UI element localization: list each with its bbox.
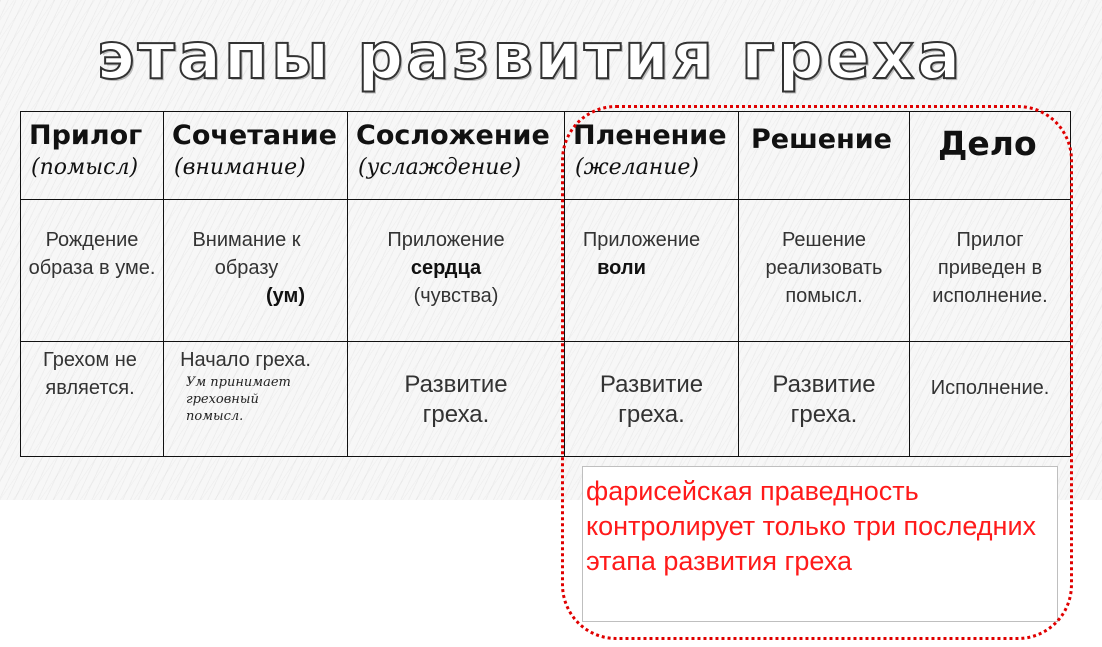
table-row bbox=[21, 200, 1071, 341]
header-cell-delo bbox=[910, 112, 1071, 200]
column-name: Прилог bbox=[29, 120, 143, 151]
cell-text: Внимание к образу bbox=[192, 229, 301, 280]
table-cell bbox=[739, 200, 910, 341]
cell-text: Грехом не является. bbox=[43, 348, 137, 399]
header-cell-prilog bbox=[21, 112, 164, 200]
table-cell bbox=[910, 341, 1071, 456]
column-name: Пленение bbox=[573, 120, 727, 151]
header-cell-sochetanie bbox=[164, 112, 348, 200]
column-name: Решение bbox=[751, 124, 892, 155]
column-subtitle: (услаждение) bbox=[358, 155, 522, 180]
table-cell bbox=[164, 200, 348, 341]
cell-text: Решение реализовать помысл. bbox=[765, 229, 883, 308]
cell-text: Приложение сердца (чувства) bbox=[387, 229, 505, 308]
table-cell bbox=[739, 341, 910, 456]
cell-text: Развитие греха. bbox=[772, 370, 876, 428]
cell-text: Приложение воли bbox=[582, 229, 701, 280]
stages-table bbox=[20, 111, 1071, 457]
cell-text: Развитие греха. bbox=[404, 370, 508, 428]
cell-text: Начало греха. bbox=[180, 348, 311, 371]
column-name: Сочетание bbox=[172, 120, 337, 151]
column-subtitle: (помысл) bbox=[31, 155, 139, 180]
column-subtitle: (внимание) bbox=[174, 155, 306, 180]
column-subtitle: (желание) bbox=[575, 155, 699, 180]
table-cell bbox=[565, 200, 739, 341]
page-title: этапы развития греха bbox=[96, 20, 964, 94]
header-cell-plenenie bbox=[565, 112, 739, 200]
cell-text: Прилог приведен в исполнение. bbox=[932, 229, 1048, 308]
table-row bbox=[21, 341, 1071, 456]
header-cell-soslozhenie bbox=[348, 112, 565, 200]
cell-script-text: Ум принимает греховный помысл. bbox=[186, 374, 291, 424]
table-cell bbox=[348, 200, 565, 341]
table-cell bbox=[565, 341, 739, 456]
header-row bbox=[21, 112, 1071, 200]
table-cell bbox=[164, 341, 348, 456]
header-cell-reshenie bbox=[739, 112, 910, 200]
note-text: фарисейская праведность контролирует только три последних этапа развития греха bbox=[586, 476, 1037, 576]
table-cell bbox=[21, 200, 164, 341]
cell-text: Исполнение. bbox=[930, 376, 1050, 399]
cell-text-um: (ум) bbox=[266, 285, 305, 308]
cell-text: Развитие греха. bbox=[599, 370, 704, 428]
table-cell bbox=[21, 341, 164, 456]
cell-text: Рождение образа в уме. bbox=[28, 229, 156, 280]
table-cell bbox=[910, 200, 1071, 341]
column-name: Сосложение bbox=[356, 120, 550, 151]
table-cell bbox=[348, 341, 565, 456]
column-name: Дело bbox=[938, 124, 1037, 163]
